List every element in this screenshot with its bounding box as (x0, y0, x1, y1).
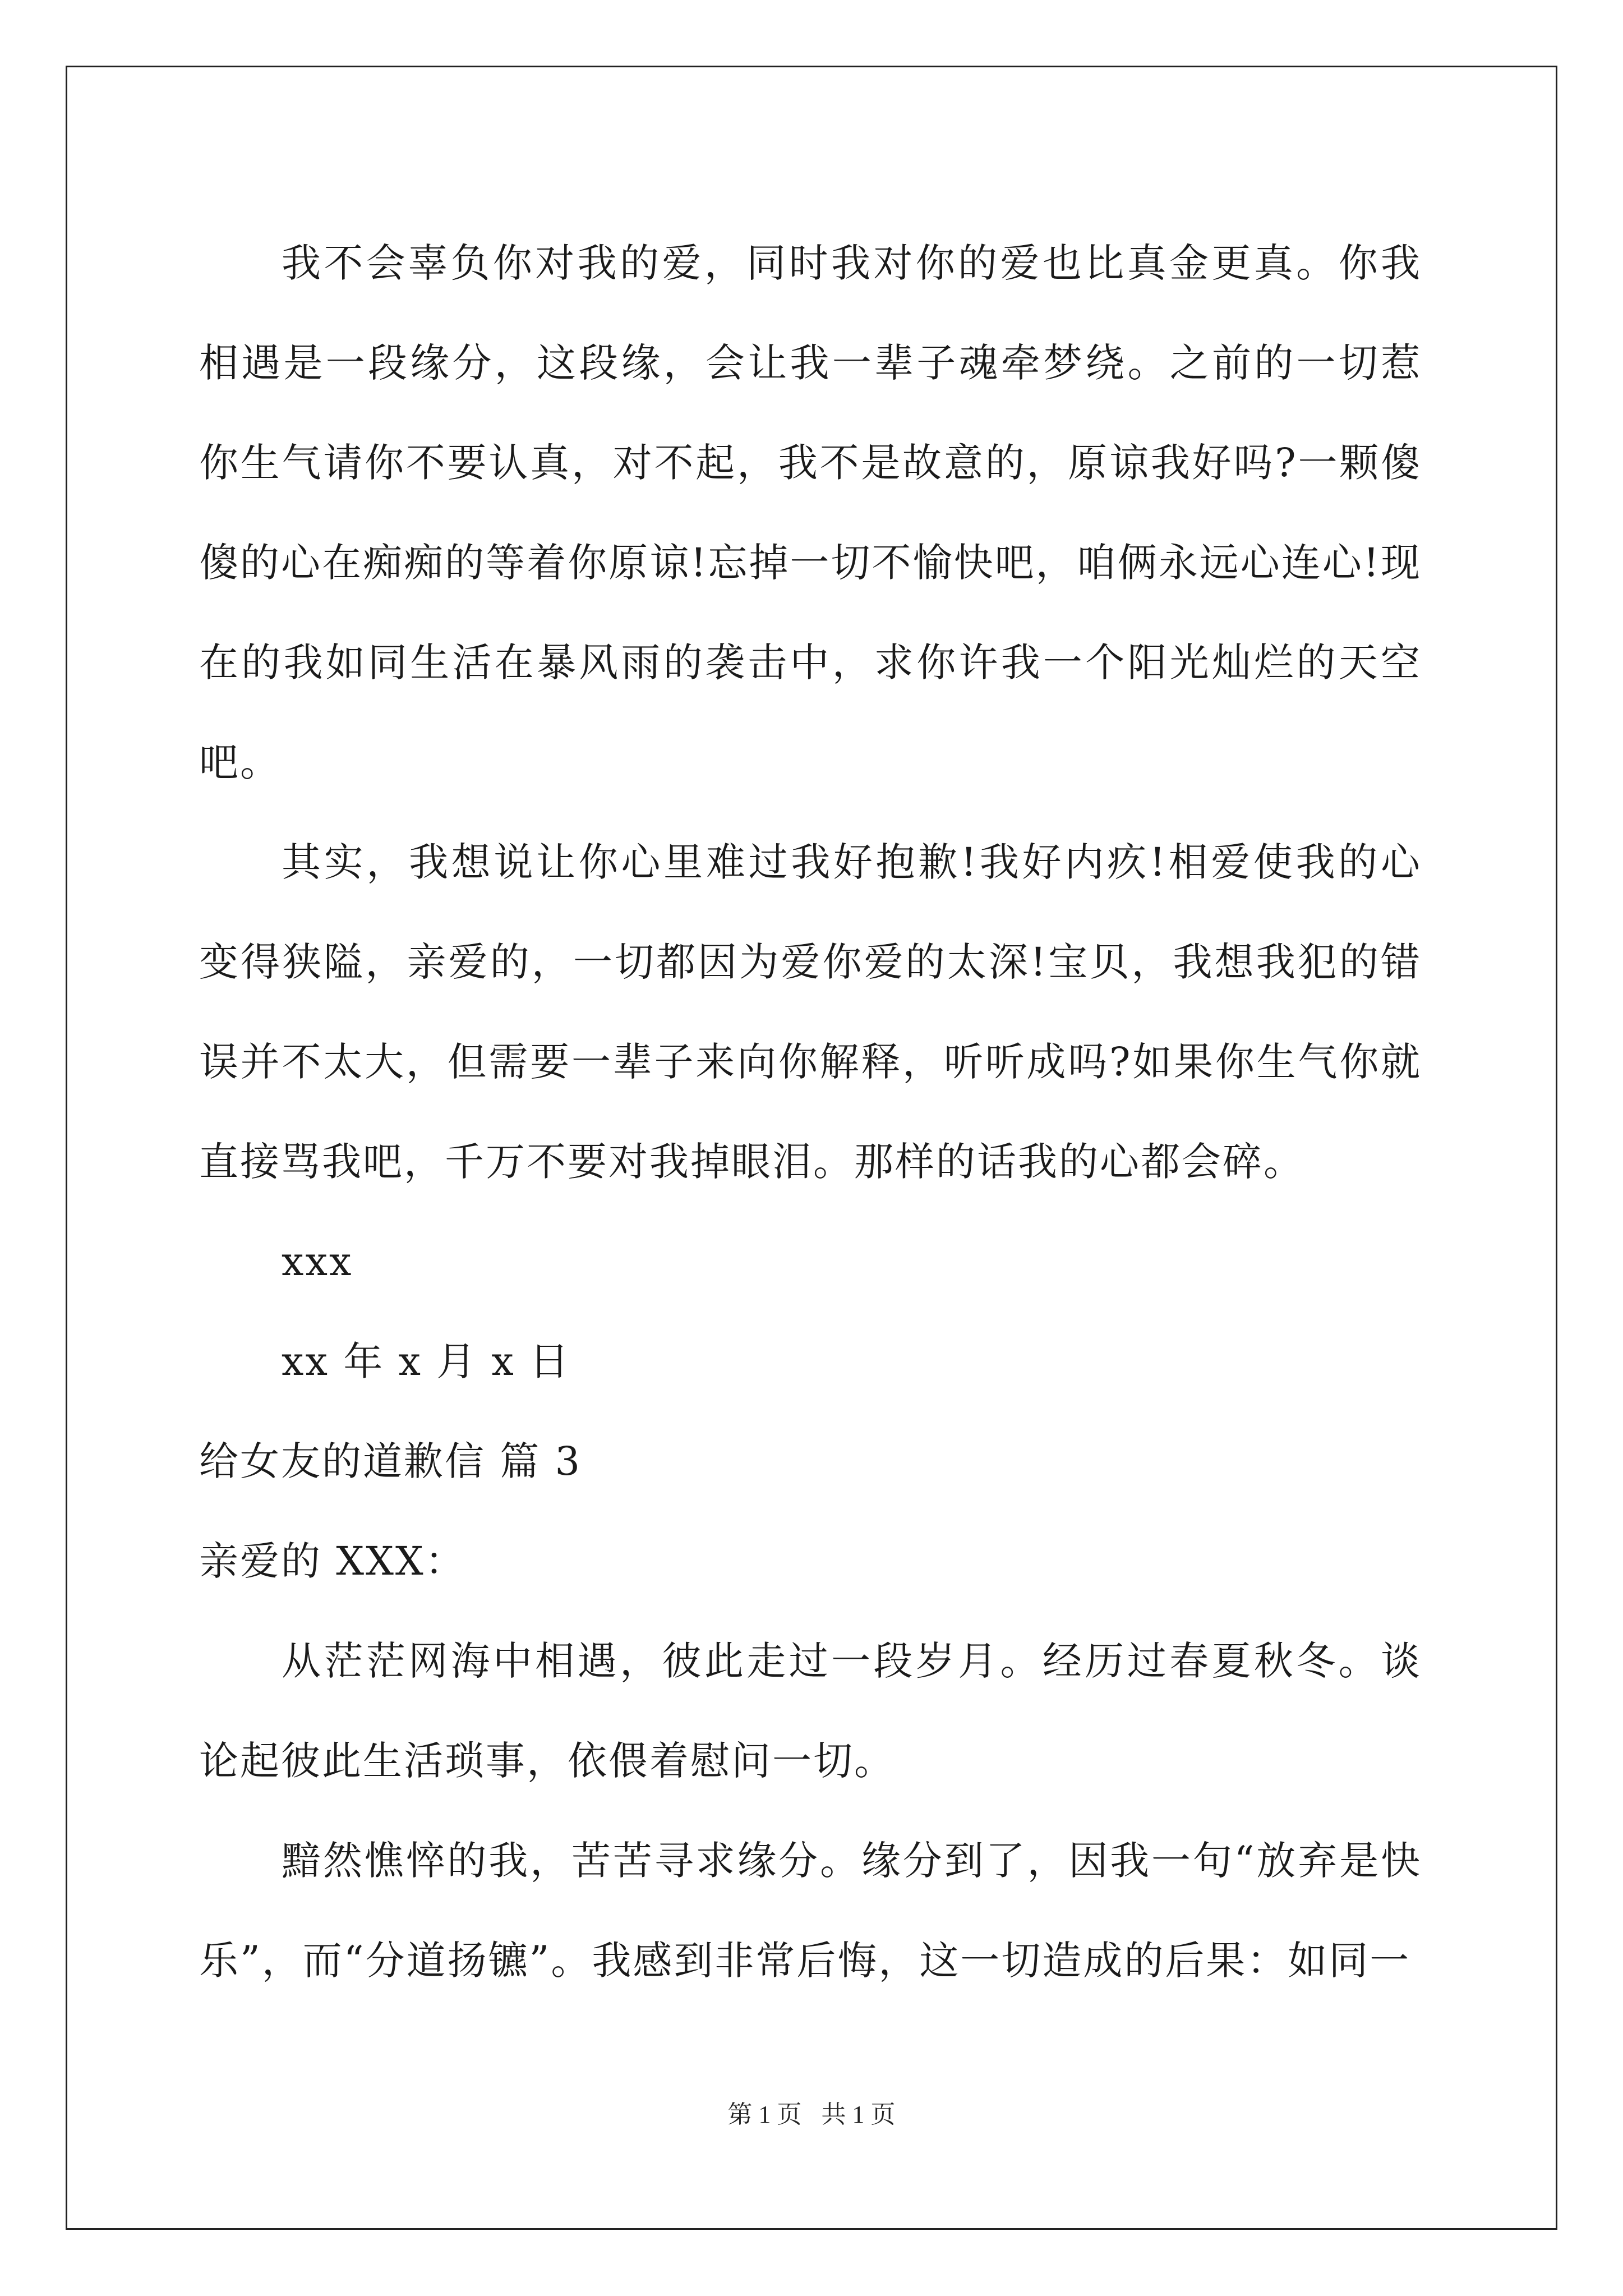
paragraph-apology-2: 其实，我想说让你心里难过我好抱歉!我好内疚!相爱使我的心变得狭隘，亲爱的，一切都因为爱你爱的太深!宝贝，我想我犯的错误并不太大，但需要一辈子来向你解释，听听成吗?如果你生气你就直接骂我吧，千万不要对我掉眼泪。那样的话我的心都会碎。 (199, 839, 1422, 1185)
page-footer (0, 2098, 1623, 2132)
paragraph-apology-1: 我不会辜负你对我的爱，同时我对你的爱也比真金更真。你我相遇是一段缘分，这段缘，会让我一辈子魂牵梦绕。之前的一切惹你生气请你不要认真，对不起，我不是故意的，原谅我好吗?一颗傻傻的心在痴痴的等着你原谅!忘掉一切不愉快吧，咱俩永远心连心!现在的我如同生活在暴风雨的袭击中，求你许我一个阳光灿烂的天空吧。 (199, 240, 1422, 785)
page-number-current: 第 1 页 (727, 2101, 802, 2128)
signature-date: xx 年 x 月 x 日 (282, 1338, 571, 1384)
salutation: 亲爱的 XXX： (199, 1538, 466, 1584)
section-heading: 给女友的道歉信 篇 3 (199, 1438, 582, 1484)
paragraph-letter-2: 黯然憔悴的我，苦苦寻求缘分。缘分到了，因我一句“放弃是快乐”，而“分道扬镳”。我感到非常后悔，这一切造成的后果：如同一 (199, 1838, 1422, 1984)
page-number-total: 共 1 页 (821, 2101, 896, 2128)
signature-name: xxx (282, 1239, 353, 1285)
document-body (199, 213, 1422, 2010)
paragraph-letter-1: 从茫茫网海中相遇，彼此走过一段岁月。经历过春夏秋冬。谈论起彼此生活琐事，依偎着慰问一切。 (199, 1638, 1422, 1784)
